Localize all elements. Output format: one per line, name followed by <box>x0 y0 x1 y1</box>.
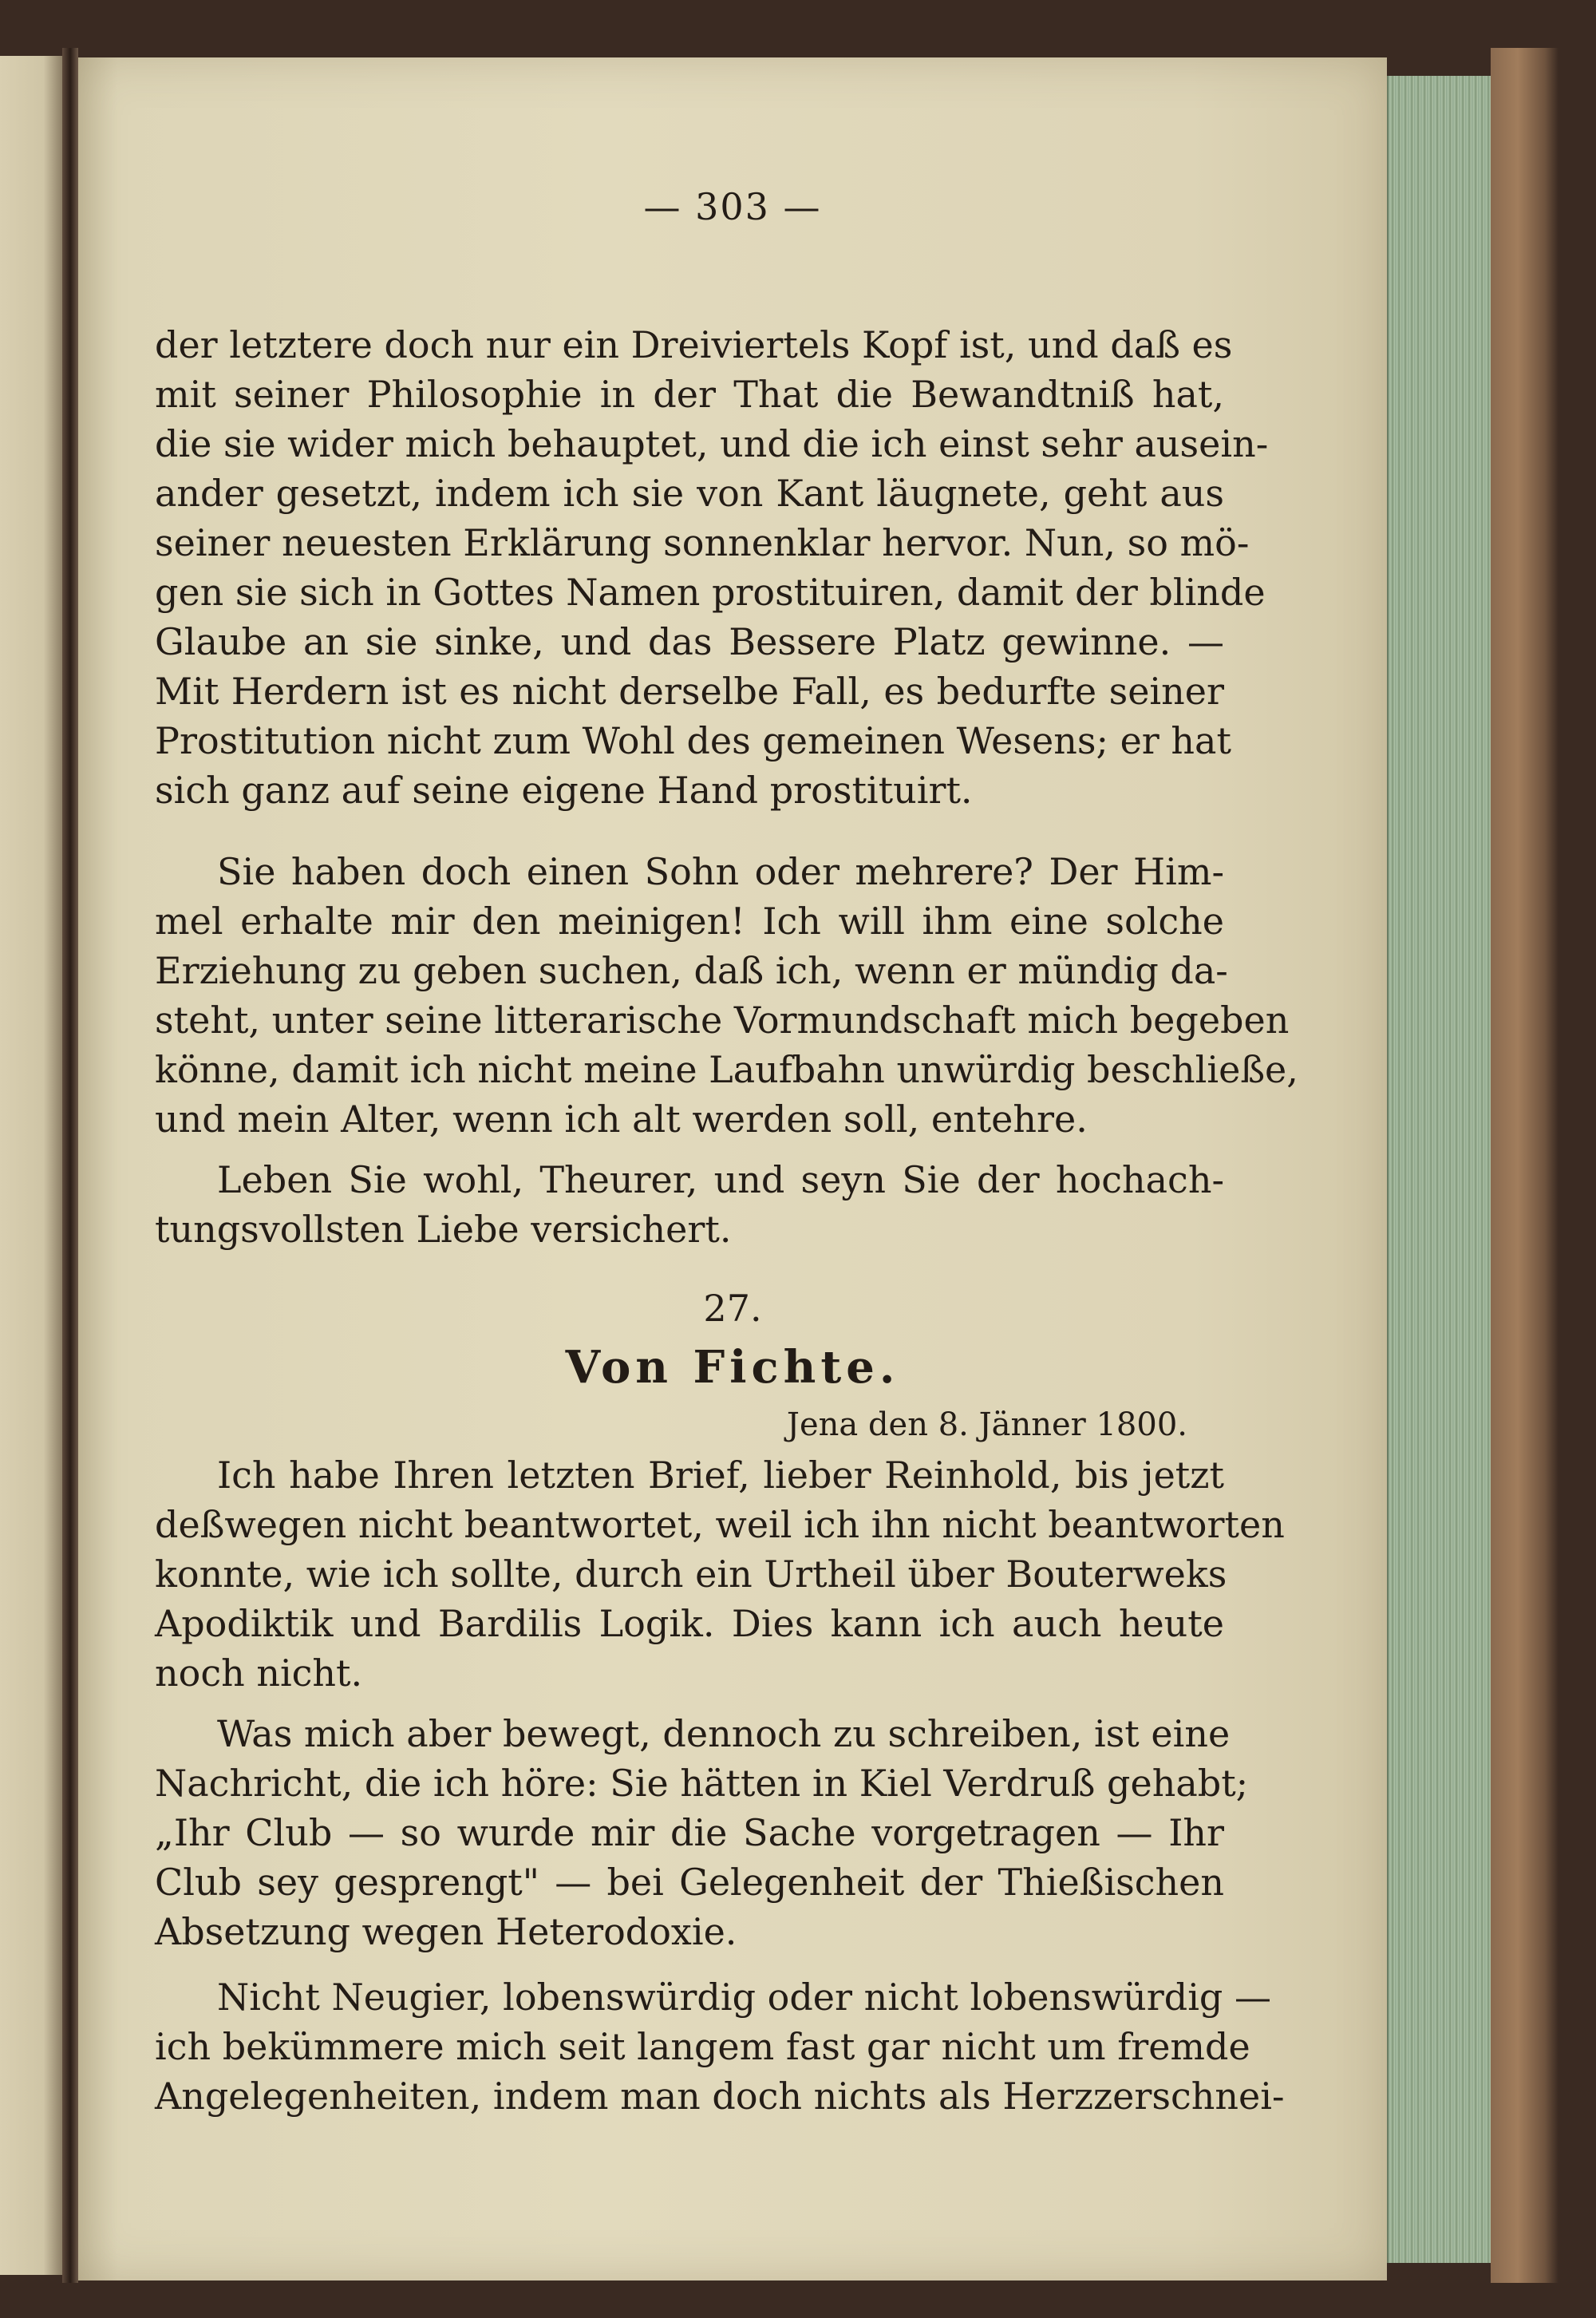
text-line: mel erhalte mir den meinigen! Ich will ihm eine solche <box>155 900 1224 943</box>
text-line: sich ganz auf seine eigene Hand prostituirt. <box>155 769 973 812</box>
text-line: ich bekümmere mich seit langem fast gar nicht um fremde <box>155 2025 1250 2068</box>
letter-heading: Von Fichte. <box>565 1341 900 1394</box>
page-number: — 303 — <box>643 185 822 228</box>
text-line: konnte, wie ich sollte, durch ein Urtheil über Bouterweks <box>155 1553 1227 1596</box>
text-line: Erziehung zu geben suchen, daß ich, wenn er mündig da- <box>155 949 1228 992</box>
text-line: Prostitution nicht zum Wohl des gemeinen Wesens; er hat <box>155 719 1231 762</box>
text-line: Apodiktik und Bardilis Logik. Dies kann ich auch heute <box>155 1602 1224 1645</box>
text-line: gen sie sich in Gottes Namen prostituiren, damit der blinde <box>155 571 1266 614</box>
text-line: mit seiner Philosophie in der That die Bewandtniß hat, <box>155 373 1224 416</box>
text-line: Absetzung wegen Heterodoxie. <box>155 1910 737 1953</box>
text-line: Nicht Neugier, lobenswürdig oder nicht lobenswürdig — <box>217 1976 1271 2019</box>
text-line: Was mich aber bewegt, dennoch zu schreiben, ist eine <box>217 1712 1231 1755</box>
dateline: Jena den 8. Jänner 1800. <box>786 1406 1187 1443</box>
text-line: der letztere doch nur ein Dreiviertels Kopf ist, und daß es <box>155 323 1233 366</box>
book-gutter <box>62 48 78 2283</box>
text-line: Club sey gesprengt" — bei Gelegenheit der Thießischen <box>155 1861 1224 1904</box>
text-line: seiner neuesten Erklärung sonnenklar hervor. Nun, so mö- <box>155 521 1250 564</box>
page-text <box>78 57 1387 2280</box>
text-line: Leben Sie wohl, Theurer, und seyn Sie der hochach- <box>217 1158 1224 1201</box>
text-line: die sie wider mich behauptet, und die ich einst sehr ausein- <box>155 422 1269 465</box>
text-line: deßwegen nicht beantwortet, weil ich ihn nicht beantworten <box>155 1503 1285 1546</box>
left-page-edge <box>0 56 65 2275</box>
book-page <box>78 57 1387 2280</box>
text-line: „Ihr Club — so wurde mir die Sache vorgetragen — Ihr <box>155 1811 1224 1854</box>
text-line: Sie haben doch einen Sohn oder mehrere? Der Him- <box>217 850 1224 893</box>
text-line: und mein Alter, wenn ich alt werden soll, entehre. <box>155 1098 1088 1141</box>
text-line: Glaube an sie sinke, und das Bessere Platz gewinne. — <box>155 620 1224 663</box>
text-line: noch nicht. <box>155 1651 363 1695</box>
letter-number: 27. <box>703 1287 762 1330</box>
text-line: könne, damit ich nicht meine Laufbahn unwürdig beschließe, <box>155 1048 1298 1091</box>
text-line: Angelegenheiten, indem man doch nichts als Herzzerschnei- <box>155 2075 1285 2118</box>
text-line: tungsvollsten Liebe versichert. <box>155 1208 732 1251</box>
page-block-edge <box>1387 76 1492 2263</box>
text-line: Ich habe Ihren letzten Brief, lieber Reinhold, bis jetzt <box>217 1454 1224 1497</box>
text-line: steht, unter seine litterarische Vormundschaft mich begeben <box>155 999 1290 1042</box>
text-line: ander gesetzt, indem ich sie von Kant läugnete, geht aus <box>155 472 1224 515</box>
text-line: Mit Herdern ist es nicht derselbe Fall, es bedurfte seiner <box>155 670 1224 713</box>
book-cover-edge <box>1491 48 1558 2283</box>
text-line: Nachricht, die ich höre: Sie hätten in Kiel Verdruß gehabt; <box>155 1762 1249 1805</box>
